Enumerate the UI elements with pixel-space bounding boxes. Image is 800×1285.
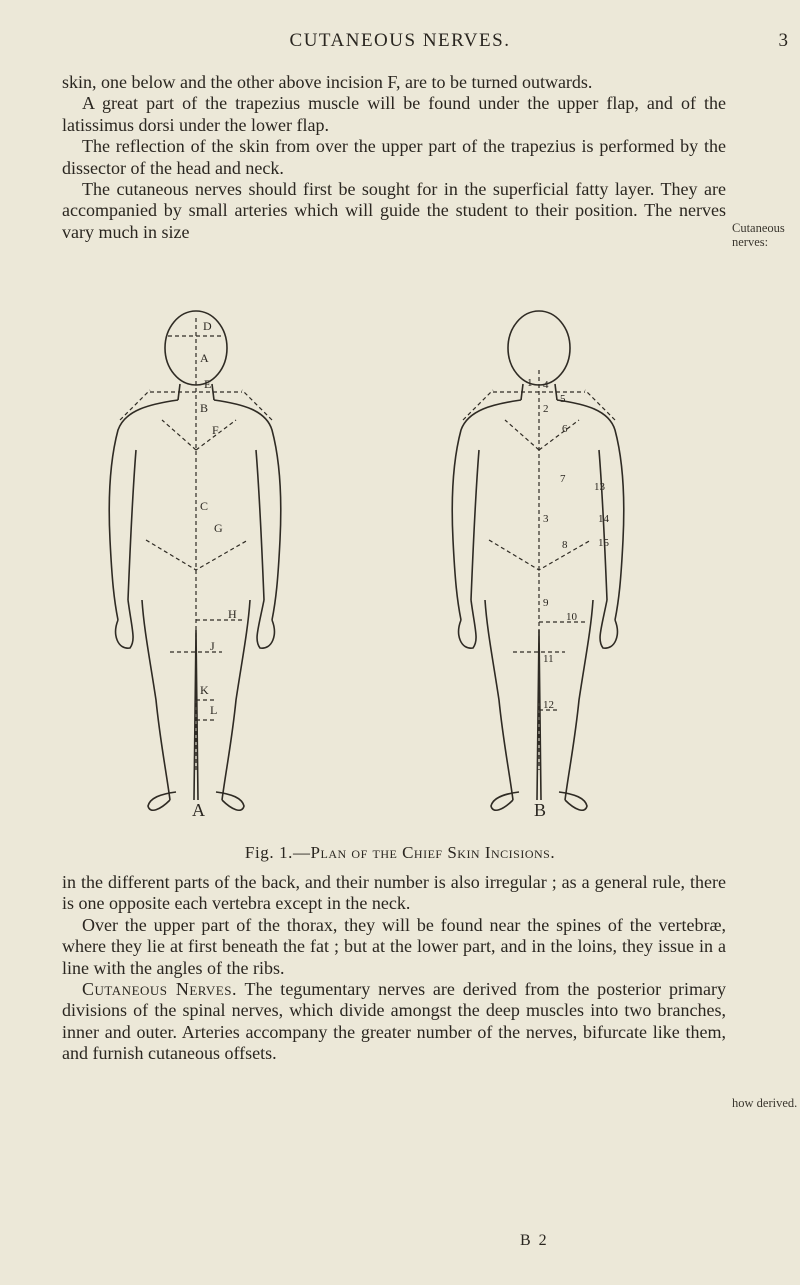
section-heading-cutaneous-nerves: Cutaneous Nerves. — [82, 979, 237, 1000]
caption-title: —Plan of the Chief Skin Incisions. — [293, 843, 556, 862]
figure-b-number-15: 15 — [598, 537, 609, 549]
figure-a-letter-a: A — [200, 351, 209, 365]
figure-illustration — [0, 300, 800, 820]
figure-a-letter-h: H — [228, 607, 237, 621]
top-text-block — [62, 72, 726, 243]
figure-b-number-3: 3 — [543, 513, 549, 525]
figure-b-number-12: 12 — [543, 699, 554, 711]
figure-b-label: B — [534, 800, 547, 820]
margin-note-cutaneous: Cutaneous nerves: — [732, 221, 785, 249]
figure-a-letter-d: D — [203, 319, 212, 333]
figure-b-number-5: 5 — [560, 393, 566, 405]
figure-b-number-8: 8 — [562, 539, 568, 551]
figure-a-letter-l: L — [210, 703, 218, 717]
figure-b-number-11: 11 — [543, 653, 554, 665]
bottom-text-block — [62, 872, 726, 1065]
figure-caption — [0, 843, 800, 863]
figure-a-letter-j: J — [210, 639, 215, 653]
figure-b-incisions — [463, 370, 615, 770]
figure-a-body-outline — [109, 311, 280, 810]
top-paragraph-4: The cutaneous nerves should first be sought for in the superficial fatty layer. They are accompanied by small arteries which will guide the student to their position. The nerves vary much in size — [62, 179, 726, 242]
bottom-paragraph-2: Over the upper part of the thorax, they will be found near the spines of the vertebræ, where they lie at first beneath the fat ; but at the lower part, and in the loins, they issue in a line with the angles of the ribs. — [62, 914, 726, 978]
bottom-paragraph-1: in the different parts of the back, and their number is also irregular ; as a general rule, there is one opposite each vertebra except in the neck. — [62, 872, 726, 914]
signature-mark: B 2 — [520, 1232, 549, 1249]
figure-b-number-9: 9 — [543, 597, 549, 609]
figure-a-letter-f: F — [212, 423, 219, 437]
top-paragraph-2: A great part of the trapezius muscle will be found under the upper flap, and of the latissimus dorsi under the lower flap. — [62, 93, 726, 135]
figure-a-letter-b: B — [200, 401, 209, 415]
figure-b-number-2: 2 — [543, 403, 549, 415]
figure-skin-incisions — [0, 300, 800, 820]
figure-b-number-7: 7 — [560, 473, 566, 485]
figure-b-number-6: 6 — [562, 423, 568, 435]
bottom-paragraph-3 — [62, 979, 726, 1065]
figure-b-number-1: 1 — [527, 377, 533, 389]
figure-a-label: A — [192, 800, 205, 820]
figure-b-number-4: 4 — [543, 379, 549, 391]
figure-b-body-outline — [452, 311, 623, 810]
bottom-paragraph-3-text: The tegumentary nerves are derived from the posterior primary divisions of the spinal nerves, which divide amongst the deep muscles into two branches, inner and outer. Arteries accompany the greater number of the nerves, bifurcate like them, and furnish cutaneous offsets. — [62, 979, 726, 1064]
caption-fig-number: Fig. 1. — [244, 843, 294, 862]
page-number: 3 — [778, 30, 788, 51]
figure-b-number-14: 14 — [598, 513, 609, 525]
figure-a-letter-g: G — [214, 521, 223, 535]
running-title: CUTANEOUS NERVES. — [289, 30, 511, 51]
top-paragraph-1: skin, one below and the other above incision F, are to be turned outwards. — [62, 72, 593, 92]
top-paragraph-3: The reflection of the skin from over the upper part of the trapezius is performed by the dissector of the head and neck. — [62, 136, 726, 178]
figure-a-letter-c: C — [200, 499, 209, 513]
figure-a-letter-e: E — [204, 377, 212, 391]
margin-note-how-derived: how derived. — [732, 1096, 798, 1110]
figure-a-letter-k: K — [200, 683, 209, 697]
figure-b-number-13: 13 — [594, 481, 605, 493]
figure-b-number-10: 10 — [566, 611, 577, 623]
